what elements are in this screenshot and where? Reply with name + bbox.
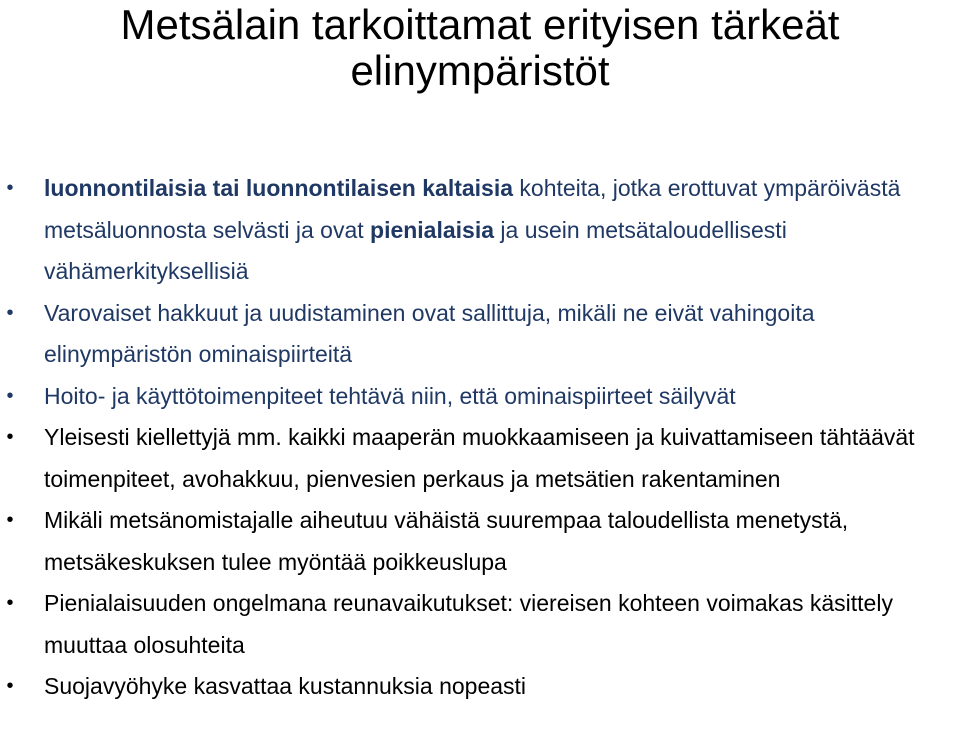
bullet-icon: • — [6, 177, 14, 199]
bullet-text: ja usein metsätaloudellisesti vähämerkityksellisiä — [44, 216, 787, 284]
bullet-text: Hoito- ja käyttötoimenpiteet tehtävä niin, että ominaispiirteet säilyvät — [44, 382, 736, 409]
bullet-icon: • — [6, 301, 14, 324]
slide-title: Metsälain tarkoittamat erityisen tärkeät elinympäristöt — [120, 1, 840, 94]
bullet-text: kohteita, jotka erottuvat ympäröivästä metsäluonnosta selvästi ja ovat — [44, 175, 901, 243]
bullet-list — [0, 168, 960, 708]
bullet-icon: • — [6, 426, 14, 448]
bullet-text: luonnontilaisia tai luonnontilaisen kaltaisia — [44, 175, 514, 201]
bullet-icon: • — [6, 384, 14, 407]
bullet-text: Varovaiset hakkuut ja uudistaminen ovat sallittuja, mikäli ne eivät vahingoita elinympäristön ominaispiirteitä — [44, 299, 815, 367]
bullet-item-edge-effects — [0, 583, 960, 666]
bullet-icon: • — [6, 675, 14, 697]
bullet-item-careful-harvesting — [0, 293, 960, 376]
bullet-item-exemption — [0, 500, 960, 583]
bullet-icon: • — [6, 509, 14, 531]
bullet-item-maintenance — [0, 376, 960, 418]
bullet-text: Mikäli metsänomistajalle aiheutuu vähäistä suurempaa taloudellista menetystä, metsäkeskuksen tulee myöntää poikkeuslupa — [44, 507, 849, 575]
bullet-item-prohibited — [0, 417, 960, 500]
bullet-icon: • — [6, 592, 14, 614]
bullet-item-buffer-zone — [0, 666, 960, 708]
bullet-text: pienialaisia — [370, 216, 495, 243]
bullet-item-intro — [0, 168, 960, 293]
bullet-text: Pienialaisuuden ongelmana reunavaikutukset: viereisen kohteen voimakas käsittely muuttaa olosuhteita — [44, 590, 893, 658]
bullet-text: Yleisesti kiellettyjä mm. kaikki maaperän muokkaamiseen ja kuivattamiseen tähtäävät toimenpiteet, avohakkuu, pienvesien perkaus ja metsätien rakentaminen — [44, 424, 915, 492]
bullet-text: Suojavyöhyke kasvattaa kustannuksia nopeasti — [44, 673, 527, 699]
